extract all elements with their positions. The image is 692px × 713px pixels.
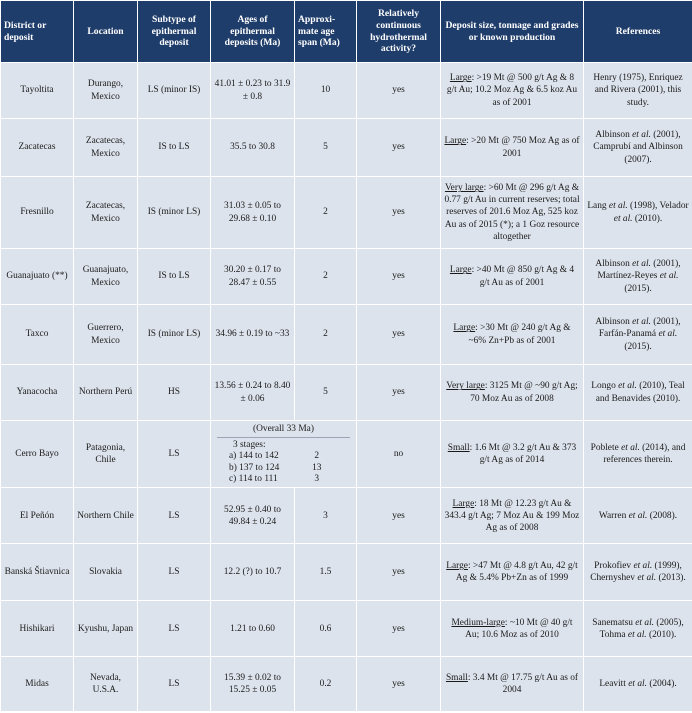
stages-title: 3 stages: — [233, 440, 266, 451]
cell-continuous: no — [357, 421, 441, 488]
cell-refs: Albinson et al. (2001), Martínez-Reyes et al. (2015). — [584, 249, 692, 305]
cell-ages: 15.39 ± 0.02 to 15.25 ± 0.05 — [211, 657, 295, 712]
cell-subtype: IS to LS — [138, 119, 211, 177]
cell-district: Tayoltita — [1, 63, 74, 119]
cell-subtype: LS — [138, 601, 211, 657]
cell-span: 2 — [295, 249, 357, 305]
cell-size — [441, 305, 584, 365]
cell-location: Nevada, U.S.A. — [74, 657, 138, 712]
cell-district: Cerro Bayo — [1, 421, 74, 488]
table-row — [1, 63, 692, 119]
size-class: Very large — [446, 381, 485, 392]
ages-overall: (Overall 33 Ma) — [217, 423, 350, 438]
cell-continuous: yes — [357, 488, 441, 544]
cell-ages: 30.20 ± 0.17 to 28.47 ± 0.55 — [211, 249, 295, 305]
table-row — [1, 119, 692, 177]
cell-size — [441, 544, 584, 601]
cell-size — [441, 488, 584, 544]
cell-ages: 52.95 ± 0.40 to 49.84 ± 0.24 — [211, 488, 295, 544]
cell-district: Taxco — [1, 305, 74, 365]
cell-subtype: LS — [138, 657, 211, 712]
cell-continuous: yes — [357, 63, 441, 119]
cell-ages: 13.56 ± 0.24 to 8.40 ± 0.06 — [211, 365, 295, 421]
stage-age: a) 144 to 142 — [229, 451, 279, 462]
cell-location: Zacatecas, Mexico — [74, 177, 138, 249]
cell-size — [441, 421, 584, 488]
size-class: Large — [449, 73, 472, 84]
cell-ages: 1.21 to 0.60 — [211, 601, 295, 657]
header-row — [1, 1, 692, 63]
cell-subtype: HS — [138, 365, 211, 421]
cell-ages: 12.2 (?) to 10.7 — [211, 544, 295, 601]
size-text: : ~10 Mt @ 40 g/t Au; 10.6 Moz as of 2010 — [465, 617, 573, 640]
cell-subtype: LS — [138, 421, 211, 488]
table-row — [1, 421, 692, 488]
header-district: District or deposit — [1, 1, 74, 63]
cell-refs: Sanematsu et al. (2005), Tohma et al. (2010). — [584, 601, 692, 657]
header-refs: References — [584, 1, 692, 63]
stage-span: 13 — [312, 462, 322, 473]
table-row — [1, 657, 692, 712]
cell-size — [441, 119, 584, 177]
size-text: : >20 Mt @ 750 Moz Ag as of 2001 — [466, 136, 580, 159]
cell-span: 10 — [295, 63, 357, 119]
size-class: Large — [444, 136, 467, 147]
size-text: : >30 Mt @ 240 g/t Ag & ~6% Zn+Pb as of 2001 — [468, 323, 571, 346]
header-span: Approxi-mate age span (Ma) — [295, 1, 357, 63]
cell-subtype: IS (minor LS) — [138, 177, 211, 249]
cell-size — [441, 657, 584, 712]
cell-district: El Peñón — [1, 488, 74, 544]
size-text: : 1.6 Mt @ 3.2 g/t Au & 373 g/t Ag as of 2014 — [469, 443, 577, 466]
cell-refs: Poblete et al. (2014), and references therein. — [584, 421, 692, 488]
size-text: : 3.4 Mt @ 17.75 g/t Au as of 2004 — [467, 673, 579, 696]
cell-continuous: yes — [357, 119, 441, 177]
cell-location: Guerrero, Mexico — [74, 305, 138, 365]
cell-span: 1.5 — [295, 544, 357, 601]
size-class: Large — [452, 498, 475, 509]
cell-subtype: IS to LS — [138, 249, 211, 305]
size-text: : 3125 Mt @ ~90 g/t Ag; 70 Moz Au as of 2008 — [470, 381, 578, 404]
cell-span: 0.6 — [295, 601, 357, 657]
cell-span: 5 — [295, 365, 357, 421]
cell-continuous: yes — [357, 544, 441, 601]
header-location: Location — [74, 1, 138, 63]
cell-ages: 34.96 ± 0.19 to ~33 — [211, 305, 295, 365]
size-text: : >19 Mt @ 500 g/t Ag & 8 g/t Au; 10.2 Moz Ag & 6.5 koz Au as of 2001 — [446, 73, 578, 108]
cell-size — [441, 177, 584, 249]
cell-location: Durango, Mexico — [74, 63, 138, 119]
cell-continuous: yes — [357, 601, 441, 657]
cell-subtype: LS — [138, 488, 211, 544]
cell-location: Patagonia, Chile — [74, 421, 138, 488]
cell-district: Banská Štiavnica — [1, 544, 74, 601]
cell-location: Guanajuato, Mexico — [74, 249, 138, 305]
cell-location: Northern Chile — [74, 488, 138, 544]
cell-refs: Warren et al. (2008). — [584, 488, 692, 544]
cell-district: Fresnillo — [1, 177, 74, 249]
cell-continuous: yes — [357, 177, 441, 249]
cell-refs: Henry (1975), Enriquez and Rivera (2001), this study. — [584, 63, 692, 119]
stage-age: b) 137 to 124 — [229, 462, 280, 473]
cell-refs: Lang et al. (1998), Velador et al. (2010). — [584, 177, 692, 249]
size-class: Small — [447, 443, 470, 454]
cell-continuous: yes — [357, 657, 441, 712]
size-class: Very large — [444, 183, 484, 194]
table-row — [1, 365, 692, 421]
header-subtype: Subtype of epithermal deposit — [138, 1, 211, 63]
cell-size — [441, 249, 584, 305]
cell-ages: 35.5 to 30.8 — [211, 119, 295, 177]
cell-subtype: IS (minor LS) — [138, 305, 211, 365]
cell-location: Northern Perú — [74, 365, 138, 421]
size-text: : >60 Mt @ 296 g/t Ag & 0.77 g/t Au in current reserves; total reserves of 201.6 Moz Ag, 525 koz Au as of 2015 (*); a 1 Goz resource altogether — [444, 183, 580, 242]
stage-span: 2 — [314, 451, 320, 462]
table-row — [1, 305, 692, 365]
size-text: : >47 Mt @ 4.8 g/t Au, 42 g/t Ag & 5.4% Pb+Zn as of 1999 — [455, 561, 578, 584]
cell-refs: Longo et al. (2010), Teal and Benavides (2010). — [584, 365, 692, 421]
cell-size — [441, 365, 584, 421]
cell-size — [441, 63, 584, 119]
cell-refs: Albinson et al. (2001), Farfán-Panamá et al. (2015). — [584, 305, 692, 365]
cell-district: Midas — [1, 657, 74, 712]
cell-district: Yanacocha — [1, 365, 74, 421]
cell-span: 3 — [295, 488, 357, 544]
cell-continuous: yes — [357, 305, 441, 365]
table-row — [1, 601, 692, 657]
table-row — [1, 177, 692, 249]
cell-subtype: LS (minor IS) — [138, 63, 211, 119]
cell-ages-stages — [211, 421, 357, 488]
header-ages: Ages of epithermal deposits (Ma) — [211, 1, 295, 63]
stages-table — [217, 440, 350, 485]
header-size: Deposit size, tonnage and grades or known production — [441, 1, 584, 63]
table-row — [1, 488, 692, 544]
size-class: Large — [449, 265, 472, 276]
cell-span: 2 — [295, 177, 357, 249]
cell-size — [441, 601, 584, 657]
table-row — [1, 249, 692, 305]
cell-refs: Leavitt et al. (2004). — [584, 657, 692, 712]
size-text: : >40 Mt @ 850 g/t Ag & 4 g/t Au as of 2001 — [471, 265, 575, 288]
stage-age: c) 114 to 111 — [229, 473, 278, 484]
cell-district: Hishikari — [1, 601, 74, 657]
cell-span: 2 — [295, 305, 357, 365]
cell-ages: 31.03 ± 0.05 to 29.68 ± 0.10 — [211, 177, 295, 249]
cell-district: Zacatecas — [1, 119, 74, 177]
table-row — [1, 544, 692, 601]
cell-continuous: yes — [357, 249, 441, 305]
cell-refs: Albinson et al. (2001), Camprubí and Albinson (2007). — [584, 119, 692, 177]
cell-location: Slovakia — [74, 544, 138, 601]
size-text: : 18 Mt @ 12.23 g/t Au & 343.4 g/t Ag; 7 Moz Au & 199 Moz Ag as of 2008 — [444, 498, 580, 533]
cell-location: Zacatecas, Mexico — [74, 119, 138, 177]
cell-span: 0.2 — [295, 657, 357, 712]
size-class: Medium-large — [451, 617, 505, 628]
cell-ages: 41.01 ± 0.23 to 31.9 ± 0.8 — [211, 63, 295, 119]
cell-span: 5 — [295, 119, 357, 177]
cell-subtype: LS — [138, 544, 211, 601]
cell-continuous: yes — [357, 365, 441, 421]
size-class: Large — [453, 323, 476, 334]
header-continuous: Relatively continuous hydrothermal activity? — [357, 1, 441, 63]
size-class: Small — [445, 673, 468, 684]
cell-location: Kyushu, Japan — [74, 601, 138, 657]
cell-refs: Prokofiev et al. (1999), Chernyshev et al. (2013). — [584, 544, 692, 601]
cell-district: Guanajuato (**) — [1, 249, 74, 305]
stage-span: 3 — [314, 473, 320, 484]
size-class: Large — [446, 561, 468, 572]
